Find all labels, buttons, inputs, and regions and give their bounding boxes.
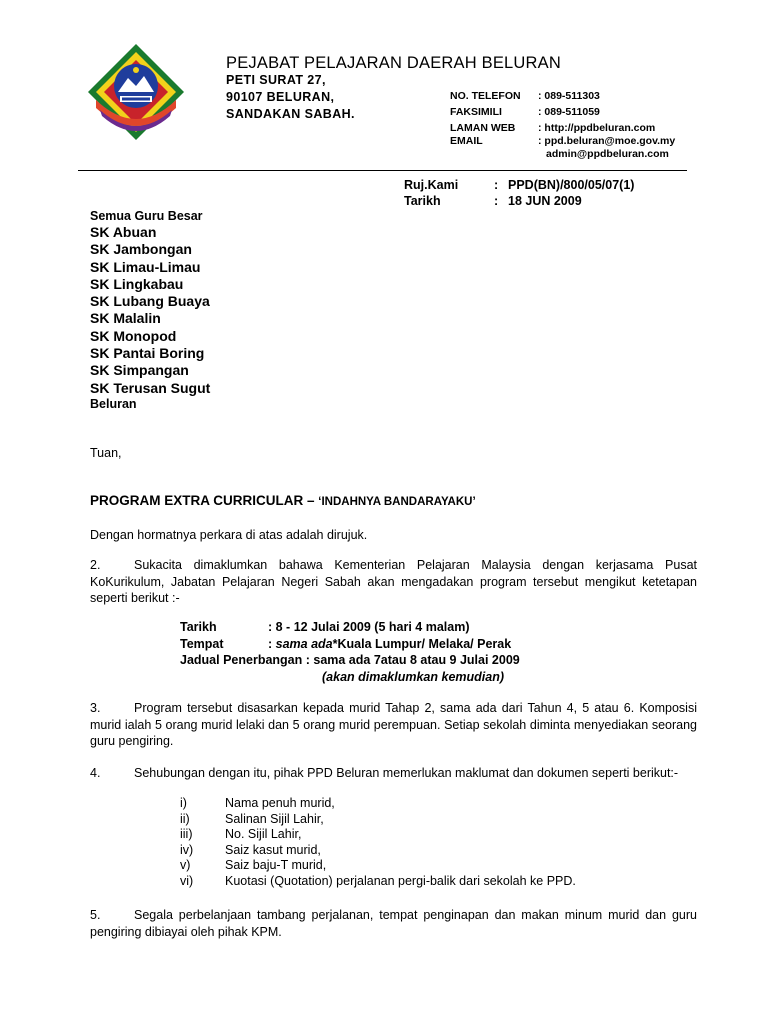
list-item: v) Saiz baju-T murid, [180,858,327,873]
detail-note: (akan dimaklumkan kemudian) [322,669,505,684]
contact-value: : 089-511303 [538,90,600,102]
list-item: vi) Kuotasi (Quotation) perjalanan pergi-balik dari sekolah ke PPD. [180,873,576,888]
contact-value: : http://ppdbeluran.com [538,122,656,134]
school-item: SK Monopod [90,327,177,344]
contact-extra-email: admin@ppdbeluran.com [546,148,669,160]
address-line: 90107 BELURAN, [226,90,335,104]
paragraph-text: Program tersebut disasarkan kepada murid Tahap 2, sama ada dari Tahun 4, 5 atau 6. Komposisi murid ialah 5 orang murid lelaki dan 5 orang murid perempuan. Setiap sekolah diminta menyediakan seorang guru pengiring. [90,701,697,748]
address-line: SANDAKAN SABAH. [226,107,355,121]
ppd-logo [86,42,186,142]
recipient-district: Beluran [90,396,137,411]
school-item: SK Lingkabau [90,275,184,292]
program-details [180,619,520,685]
contact-row [450,106,675,119]
paragraph-5 [90,907,697,940]
ref-label: Ruj.Kami [404,178,459,192]
school-item: SK Jambongan [90,241,192,258]
detail-value: : 8 - 12 Julai 2009 (5 hari 4 malam) [268,620,470,634]
org-address [226,72,355,123]
org-name: PEJABAT PELAJARAN DAERAH BELURAN [226,54,561,72]
paragraph-3 [90,700,697,750]
paragraph-text: Sukacita dimaklumkan bahawa Kementerian Pelajaran Malaysia dengan kerjasama Pusat KoKurikulum, Jabatan Pelajaran Negeri Sabah akan mengadakan program tersebut mengikut ketetapan seperti berikut :- [90,558,697,605]
contact-row [450,122,675,135]
paragraph-4 [90,765,697,782]
reference-block: Ruj.Kami : PPD(BN)/800/05/07(1) Tarikh : 18 JUN 2009 [404,178,635,208]
paragraph-number: 5. [90,908,101,922]
paragraph-number: 3. [90,701,101,715]
recipient-intro: Semua Guru Besar [90,209,203,223]
detail-value-italic: sama ada [275,636,333,651]
list-item: iii) No. Sijil Lahir, [180,827,302,842]
list-item: i) Nama penuh murid, [180,796,335,810]
contact-label: FAKSIMILI [450,106,502,118]
date-label: Tarikh [404,194,441,208]
contact-row [450,90,675,103]
ref-value: PPD(BN)/800/05/07(1) [508,178,635,192]
contact-label: EMAIL [450,135,483,147]
detail-value-rest: *Kuala Lumpur/ Melaka/ Perak [332,636,512,651]
contact-label: LAMAN WEB [450,122,516,134]
school-item: SK Lubang Buaya [90,293,210,310]
opening-paragraph: Dengan hormatnya perkara di atas adalah dirujuk. [90,528,368,542]
document-list [180,796,576,890]
paragraph-text: Segala perbelanjaan tambang perjalanan, tempat penginapan dan makan minum murid dan guru pengiring dibiayai oleh pihak KPM. [90,908,697,939]
detail-label: Tempat [180,636,224,651]
contact-block [450,90,675,161]
flight-schedule: Jadual Penerbangan : sama ada 7atau 8 atau 9 Julai 2009 [180,653,520,667]
subject-line [90,493,476,508]
school-item: SK Pantai Boring [90,345,205,362]
salutation: Tuan, [90,446,122,460]
school-item: SK Abuan [90,224,157,240]
subject-quote: ‘INDAHNYA BANDARAYAKU’ [318,496,476,508]
detail-value-prefix: : [268,636,273,651]
paragraph-text: Sehubungan dengan itu, pihak PPD Beluran memerlukan maklumat dan dokumen seperti berikut:- [134,766,679,780]
subject-main: PROGRAM EXTRA CURRICULAR – [90,493,319,508]
list-item: iv) Saiz kasut murid, [180,842,321,857]
contact-value: : 089-511059 [538,106,600,118]
school-item: SK Malalin [90,310,161,327]
paragraph-2 [90,557,697,607]
list-item: ii) Salinan Sijil Lahir, [180,811,324,826]
address-line: PETI SURAT 27, [226,73,326,87]
contact-label: NO. TELEFON [450,90,521,102]
paragraph-number: 4. [90,766,101,780]
detail-label: Tarikh [180,620,217,634]
school-item: SK Limau-Limau [90,258,201,275]
recipient-block [90,209,210,412]
paragraph-number: 2. [90,558,101,572]
contact-value: : ppd.beluran@moe.gov.my [538,135,676,147]
date-value: 18 JUN 2009 [508,194,582,208]
header-divider [78,170,687,171]
school-item: SK Terusan Sugut [90,379,211,396]
school-item: SK Simpangan [90,362,189,379]
contact-row [450,135,675,148]
